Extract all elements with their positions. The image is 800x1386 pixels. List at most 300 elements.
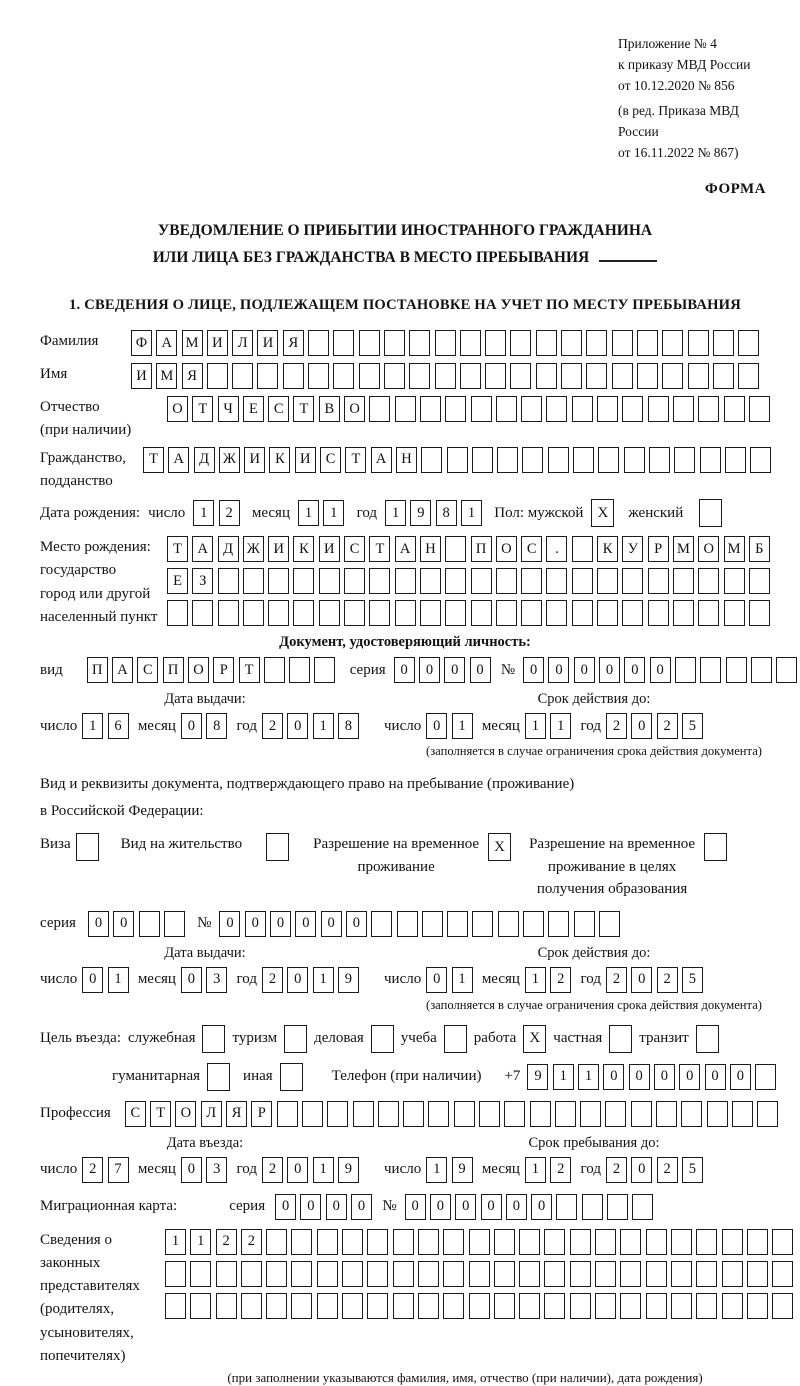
char-cell[interactable] [725,447,746,473]
char-cell[interactable]: 1 [525,713,546,739]
char-cell[interactable]: 9 [527,1064,548,1090]
char-cell[interactable] [586,330,607,356]
char-cell[interactable] [620,1229,641,1255]
char-cell[interactable]: 9 [410,500,431,526]
char-cell[interactable] [523,911,544,937]
char-cell[interactable]: 2 [550,967,571,993]
char-cell[interactable] [314,657,335,683]
char-cell[interactable]: 0 [631,1157,652,1183]
char-cell[interactable] [751,657,772,683]
char-cell[interactable] [747,1261,768,1287]
char-cell[interactable] [369,568,390,594]
char-cell[interactable]: Т [143,447,164,473]
char-cell[interactable] [673,568,694,594]
char-cell[interactable]: 0 [219,911,240,937]
char-cell[interactable] [546,568,567,594]
char-cell[interactable] [308,363,329,389]
char-cell[interactable]: Ф [131,330,152,356]
purpose-humanitarian-checkbox[interactable] [207,1063,230,1091]
char-cell[interactable]: 0 [574,657,595,683]
char-cell[interactable]: 1 [298,500,319,526]
char-cell[interactable] [218,568,239,594]
char-cell[interactable] [707,1101,728,1127]
char-cell[interactable] [293,600,314,626]
char-cell[interactable] [266,1293,287,1319]
char-cell[interactable] [662,330,683,356]
char-cell[interactable] [750,447,771,473]
char-cell[interactable] [649,447,670,473]
char-cell[interactable]: М [673,536,694,562]
char-cell[interactable]: 2 [262,713,283,739]
char-cell[interactable] [333,363,354,389]
char-cell[interactable]: 1 [452,713,473,739]
char-cell[interactable] [472,911,493,937]
char-cell[interactable]: 0 [599,657,620,683]
char-cell[interactable]: 2 [657,713,678,739]
char-cell[interactable]: 1 [452,967,473,993]
char-cell[interactable]: Л [201,1101,222,1127]
char-cell[interactable] [207,363,228,389]
char-cell[interactable] [264,657,285,683]
char-cell[interactable]: 0 [603,1064,624,1090]
char-cell[interactable] [243,568,264,594]
residence-permit-checkbox[interactable] [266,833,289,861]
char-cell[interactable] [688,330,709,356]
char-cell[interactable]: 0 [730,1064,751,1090]
char-cell[interactable] [548,911,569,937]
char-cell[interactable]: 0 [351,1194,372,1220]
char-cell[interactable] [637,363,658,389]
char-cell[interactable] [698,568,719,594]
char-cell[interactable]: 0 [295,911,316,937]
char-cell[interactable]: 1 [461,500,482,526]
char-cell[interactable] [637,330,658,356]
char-cell[interactable] [494,1261,515,1287]
char-cell[interactable]: 0 [430,1194,451,1220]
char-cell[interactable]: Т [192,396,213,422]
char-cell[interactable]: 0 [705,1064,726,1090]
char-cell[interactable] [496,396,517,422]
char-cell[interactable] [620,1293,641,1319]
temp-residence-checkbox[interactable]: X [488,833,511,861]
char-cell[interactable] [573,447,594,473]
char-cell[interactable]: С [320,447,341,473]
char-cell[interactable]: 0 [470,657,491,683]
char-cell[interactable] [597,396,618,422]
char-cell[interactable] [420,600,441,626]
char-cell[interactable] [572,396,593,422]
char-cell[interactable] [570,1229,591,1255]
char-cell[interactable] [216,1261,237,1287]
char-cell[interactable]: М [182,330,203,356]
char-cell[interactable]: 0 [624,657,645,683]
char-cell[interactable]: 0 [506,1194,527,1220]
char-cell[interactable] [192,600,213,626]
char-cell[interactable] [494,1229,515,1255]
char-cell[interactable] [544,1293,565,1319]
char-cell[interactable]: 1 [426,1157,447,1183]
char-cell[interactable]: С [268,396,289,422]
char-cell[interactable] [277,1101,298,1127]
char-cell[interactable] [747,1293,768,1319]
char-cell[interactable] [319,568,340,594]
char-cell[interactable]: 1 [578,1064,599,1090]
char-cell[interactable]: Н [396,447,417,473]
visa-checkbox[interactable] [76,833,99,861]
char-cell[interactable] [605,1101,626,1127]
char-cell[interactable]: 1 [385,500,406,526]
char-cell[interactable] [469,1261,490,1287]
char-cell[interactable] [556,1194,577,1220]
char-cell[interactable]: И [244,447,265,473]
char-cell[interactable] [504,1101,525,1127]
purpose-work-checkbox[interactable]: X [523,1025,546,1053]
char-cell[interactable]: В [319,396,340,422]
char-cell[interactable]: 0 [548,657,569,683]
char-cell[interactable]: 5 [682,713,703,739]
char-cell[interactable] [546,600,567,626]
char-cell[interactable] [671,1293,692,1319]
char-cell[interactable] [572,600,593,626]
char-cell[interactable] [232,363,253,389]
char-cell[interactable]: 1 [313,1157,334,1183]
char-cell[interactable] [598,447,619,473]
char-cell[interactable] [395,396,416,422]
purpose-private-checkbox[interactable] [609,1025,632,1053]
sex-male-checkbox[interactable]: X [591,499,614,527]
char-cell[interactable]: 0 [287,713,308,739]
char-cell[interactable] [359,330,380,356]
char-cell[interactable]: Д [194,447,215,473]
char-cell[interactable] [447,911,468,937]
char-cell[interactable] [165,1293,186,1319]
char-cell[interactable]: 1 [190,1229,211,1255]
char-cell[interactable]: О [167,396,188,422]
char-cell[interactable]: 1 [313,967,334,993]
char-cell[interactable] [544,1229,565,1255]
char-cell[interactable] [460,330,481,356]
char-cell[interactable] [607,1194,628,1220]
char-cell[interactable]: 0 [531,1194,552,1220]
char-cell[interactable] [561,330,582,356]
char-cell[interactable] [624,447,645,473]
char-cell[interactable] [696,1229,717,1255]
char-cell[interactable] [243,600,264,626]
char-cell[interactable]: А [168,447,189,473]
char-cell[interactable]: И [295,447,316,473]
char-cell[interactable] [443,1293,464,1319]
char-cell[interactable] [317,1261,338,1287]
char-cell[interactable] [327,1101,348,1127]
char-cell[interactable] [471,568,492,594]
char-cell[interactable] [521,568,542,594]
char-cell[interactable]: О [344,396,365,422]
char-cell[interactable] [631,1101,652,1127]
char-cell[interactable] [472,447,493,473]
char-cell[interactable] [646,1293,667,1319]
char-cell[interactable] [359,363,380,389]
char-cell[interactable] [291,1229,312,1255]
char-cell[interactable] [620,1261,641,1287]
char-cell[interactable]: 0 [394,657,415,683]
char-cell[interactable]: 0 [287,1157,308,1183]
char-cell[interactable]: 2 [550,1157,571,1183]
char-cell[interactable] [700,447,721,473]
char-cell[interactable]: Т [293,396,314,422]
char-cell[interactable]: 0 [321,911,342,937]
char-cell[interactable]: Я [182,363,203,389]
char-cell[interactable]: 0 [455,1194,476,1220]
char-cell[interactable] [648,568,669,594]
char-cell[interactable] [471,600,492,626]
char-cell[interactable]: . [546,536,567,562]
char-cell[interactable]: И [257,330,278,356]
char-cell[interactable] [443,1261,464,1287]
temp-residence-education-checkbox[interactable] [704,833,727,861]
char-cell[interactable] [572,568,593,594]
char-cell[interactable] [317,1293,338,1319]
char-cell[interactable] [722,1293,743,1319]
char-cell[interactable] [428,1101,449,1127]
char-cell[interactable] [454,1101,475,1127]
purpose-study-checkbox[interactable] [444,1025,467,1053]
char-cell[interactable]: 3 [206,1157,227,1183]
char-cell[interactable] [519,1293,540,1319]
char-cell[interactable] [570,1261,591,1287]
char-cell[interactable]: 0 [629,1064,650,1090]
char-cell[interactable] [536,363,557,389]
char-cell[interactable] [586,363,607,389]
char-cell[interactable]: 0 [426,967,447,993]
char-cell[interactable]: Е [243,396,264,422]
char-cell[interactable] [732,1101,753,1127]
char-cell[interactable]: 0 [326,1194,347,1220]
char-cell[interactable] [420,568,441,594]
char-cell[interactable] [241,1261,262,1287]
char-cell[interactable] [420,396,441,422]
char-cell[interactable] [570,1293,591,1319]
char-cell[interactable] [674,447,695,473]
char-cell[interactable] [308,330,329,356]
char-cell[interactable]: Р [648,536,669,562]
char-cell[interactable]: 2 [657,1157,678,1183]
char-cell[interactable] [599,911,620,937]
char-cell[interactable] [369,396,390,422]
char-cell[interactable]: Б [749,536,770,562]
char-cell[interactable] [418,1293,439,1319]
char-cell[interactable]: Т [239,657,260,683]
char-cell[interactable] [548,447,569,473]
char-cell[interactable] [344,600,365,626]
char-cell[interactable]: 6 [108,713,129,739]
char-cell[interactable]: 0 [481,1194,502,1220]
char-cell[interactable] [622,568,643,594]
char-cell[interactable] [395,600,416,626]
char-cell[interactable]: 9 [338,967,359,993]
char-cell[interactable] [597,568,618,594]
char-cell[interactable]: 1 [165,1229,186,1255]
char-cell[interactable]: Т [150,1101,171,1127]
char-cell[interactable] [494,1293,515,1319]
char-cell[interactable]: 0 [181,713,202,739]
char-cell[interactable] [738,330,759,356]
char-cell[interactable] [713,330,734,356]
char-cell[interactable] [544,1261,565,1287]
char-cell[interactable] [291,1293,312,1319]
char-cell[interactable] [675,657,696,683]
char-cell[interactable] [344,568,365,594]
char-cell[interactable] [447,447,468,473]
char-cell[interactable] [216,1293,237,1319]
char-cell[interactable] [283,363,304,389]
char-cell[interactable]: 0 [82,967,103,993]
char-cell[interactable] [696,1261,717,1287]
char-cell[interactable]: К [597,536,618,562]
char-cell[interactable] [317,1229,338,1255]
char-cell[interactable] [632,1194,653,1220]
char-cell[interactable]: 0 [444,657,465,683]
sex-female-checkbox[interactable] [699,499,722,527]
char-cell[interactable]: П [87,657,108,683]
char-cell[interactable] [749,600,770,626]
char-cell[interactable] [521,396,542,422]
char-cell[interactable]: Ж [219,447,240,473]
char-cell[interactable]: 2 [606,1157,627,1183]
char-cell[interactable]: С [521,536,542,562]
char-cell[interactable] [167,600,188,626]
char-cell[interactable]: А [156,330,177,356]
char-cell[interactable]: У [622,536,643,562]
purpose-tourism-checkbox[interactable] [284,1025,307,1053]
char-cell[interactable]: П [163,657,184,683]
char-cell[interactable]: М [724,536,745,562]
char-cell[interactable] [384,330,405,356]
char-cell[interactable] [418,1261,439,1287]
char-cell[interactable] [342,1293,363,1319]
char-cell[interactable]: 1 [525,1157,546,1183]
purpose-transit-checkbox[interactable] [696,1025,719,1053]
char-cell[interactable] [418,1229,439,1255]
char-cell[interactable] [190,1261,211,1287]
char-cell[interactable] [574,911,595,937]
char-cell[interactable] [302,1101,323,1127]
char-cell[interactable]: Т [369,536,390,562]
char-cell[interactable] [319,600,340,626]
char-cell[interactable] [776,657,797,683]
char-cell[interactable]: 0 [300,1194,321,1220]
char-cell[interactable] [597,600,618,626]
char-cell[interactable] [572,536,593,562]
char-cell[interactable]: 0 [245,911,266,937]
char-cell[interactable]: 1 [193,500,214,526]
char-cell[interactable] [646,1261,667,1287]
char-cell[interactable] [164,911,185,937]
char-cell[interactable] [755,1064,776,1090]
char-cell[interactable]: С [125,1101,146,1127]
char-cell[interactable] [510,363,531,389]
char-cell[interactable]: 1 [525,967,546,993]
char-cell[interactable]: О [698,536,719,562]
char-cell[interactable]: 2 [657,967,678,993]
char-cell[interactable]: 9 [452,1157,473,1183]
char-cell[interactable]: С [344,536,365,562]
char-cell[interactable]: 2 [219,500,240,526]
char-cell[interactable] [688,363,709,389]
char-cell[interactable] [241,1293,262,1319]
char-cell[interactable] [403,1101,424,1127]
char-cell[interactable]: И [268,536,289,562]
char-cell[interactable] [268,568,289,594]
char-cell[interactable]: Ч [218,396,239,422]
char-cell[interactable] [409,363,430,389]
char-cell[interactable] [393,1229,414,1255]
char-cell[interactable]: Р [251,1101,272,1127]
char-cell[interactable] [656,1101,677,1127]
char-cell[interactable]: Р [213,657,234,683]
char-cell[interactable]: С [137,657,158,683]
char-cell[interactable]: 0 [113,911,134,937]
char-cell[interactable]: Я [226,1101,247,1127]
char-cell[interactable]: М [156,363,177,389]
char-cell[interactable] [546,396,567,422]
char-cell[interactable]: И [319,536,340,562]
char-cell[interactable] [561,363,582,389]
char-cell[interactable]: А [192,536,213,562]
char-cell[interactable]: 0 [405,1194,426,1220]
char-cell[interactable] [772,1293,793,1319]
char-cell[interactable]: 0 [88,911,109,937]
char-cell[interactable] [772,1261,793,1287]
char-cell[interactable] [726,657,747,683]
char-cell[interactable] [772,1229,793,1255]
char-cell[interactable] [622,396,643,422]
char-cell[interactable] [435,330,456,356]
char-cell[interactable]: О [188,657,209,683]
char-cell[interactable] [738,363,759,389]
char-cell[interactable] [510,330,531,356]
char-cell[interactable]: О [496,536,517,562]
char-cell[interactable]: 0 [631,967,652,993]
char-cell[interactable] [648,396,669,422]
char-cell[interactable] [422,911,443,937]
char-cell[interactable] [421,447,442,473]
char-cell[interactable] [612,363,633,389]
char-cell[interactable] [367,1261,388,1287]
char-cell[interactable]: 2 [82,1157,103,1183]
char-cell[interactable]: 8 [206,713,227,739]
char-cell[interactable]: 0 [419,657,440,683]
char-cell[interactable] [498,911,519,937]
char-cell[interactable] [257,363,278,389]
char-cell[interactable]: 2 [262,967,283,993]
char-cell[interactable] [367,1229,388,1255]
char-cell[interactable] [289,657,310,683]
char-cell[interactable] [266,1229,287,1255]
char-cell[interactable] [369,600,390,626]
char-cell[interactable] [342,1229,363,1255]
char-cell[interactable] [681,1101,702,1127]
char-cell[interactable] [722,1261,743,1287]
char-cell[interactable] [485,363,506,389]
purpose-other-checkbox[interactable] [280,1063,303,1091]
char-cell[interactable] [139,911,160,937]
char-cell[interactable]: З [192,568,213,594]
char-cell[interactable]: 0 [346,911,367,937]
char-cell[interactable] [519,1261,540,1287]
char-cell[interactable]: А [112,657,133,683]
char-cell[interactable] [622,600,643,626]
char-cell[interactable]: 0 [523,657,544,683]
